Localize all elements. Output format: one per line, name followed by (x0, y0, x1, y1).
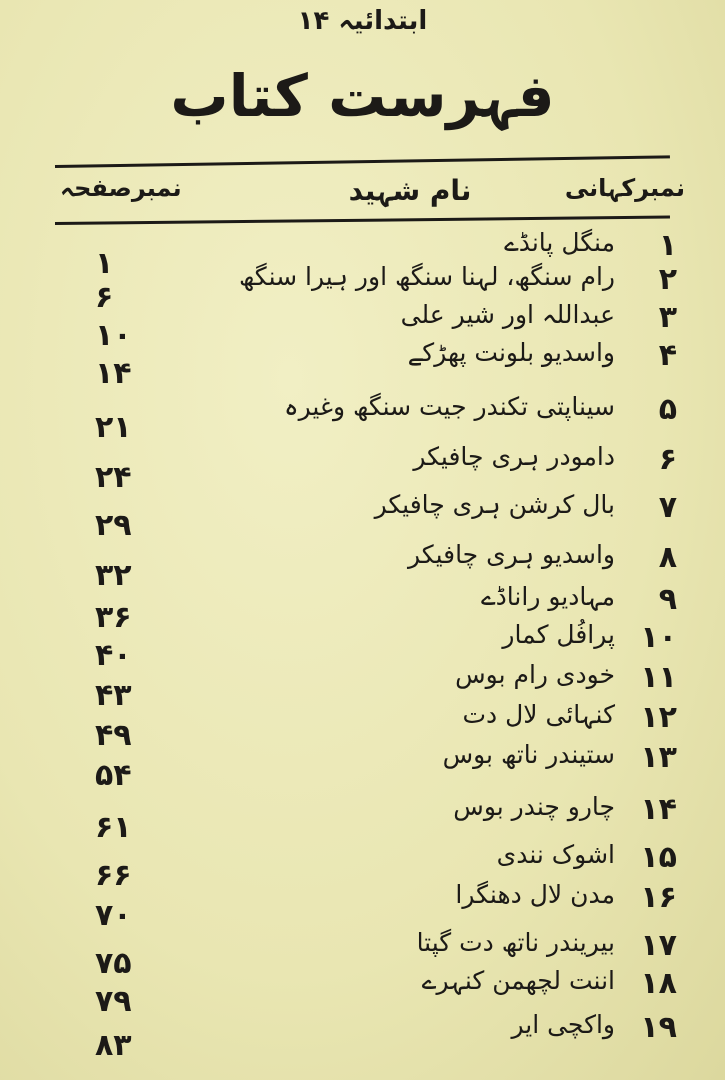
story-number: ۱۶ (640, 880, 677, 915)
page-number: ۳۲ (95, 558, 132, 593)
list-item (0, 392, 725, 445)
martyr-name: واسدیو ہری چافیکر (407, 540, 615, 569)
martyr-name: دامودر ہری چافیکر (413, 442, 615, 471)
list-item (0, 700, 725, 753)
list-item (0, 1010, 725, 1063)
page-title: فہرست کتاب (170, 62, 555, 130)
column-header-martyr-name: نام شہید (348, 174, 472, 207)
page-number: ۲۴ (95, 460, 132, 495)
story-number: ۱۱ (640, 660, 677, 695)
page-number: ۱ (95, 246, 114, 281)
page-number: ۶ (95, 280, 114, 315)
list-item (0, 540, 725, 593)
page-number: ۱۰ (95, 318, 132, 353)
list-item (0, 880, 725, 933)
story-number: ۱۵ (640, 840, 677, 875)
martyr-name: مدن لال دھنگرا (455, 880, 615, 909)
page-number: ۵۴ (95, 758, 132, 793)
story-number: ۴ (658, 338, 677, 373)
martyr-name: بیریندر ناتھ دت گپتا (416, 928, 615, 957)
story-number: ۹ (658, 582, 677, 617)
list-item (0, 966, 725, 1019)
story-number: ۵ (658, 392, 677, 427)
story-number: ۷ (658, 490, 677, 525)
story-number: ۱۹ (640, 1010, 677, 1045)
story-number: ۸ (658, 540, 677, 575)
martyr-name: واسدیو بلونت پھڑکے (407, 338, 615, 367)
page-number: ۷۹ (95, 984, 132, 1019)
story-number: ۱۴ (640, 792, 677, 827)
story-number: ۱۷ (640, 928, 677, 963)
martyr-name: چارو چندر بوس (453, 792, 615, 821)
story-number: ۶ (658, 442, 677, 477)
story-number: ۲ (658, 262, 677, 297)
martyr-name: پرافُل کمار (502, 620, 615, 649)
page-number: ۶۶ (95, 858, 132, 893)
story-number: ۱۸ (640, 966, 677, 1001)
story-number: ۱ (658, 228, 677, 263)
list-item (0, 792, 725, 845)
page-number: ۴۹ (95, 718, 132, 753)
martyr-name: عبداللہ اور شیر علی (400, 300, 615, 329)
story-number: ۱۲ (640, 700, 677, 735)
page-number: ۲۱ (95, 410, 132, 445)
martyr-name: رام سنگھ، لہنا سنگھ اور ہیرا سنگھ (239, 262, 615, 291)
list-item (0, 490, 725, 543)
page-number: ۲۹ (95, 508, 132, 543)
page-number: ۷۵ (95, 946, 132, 981)
list-item (0, 660, 725, 713)
martyr-name: واکچی ایر (511, 1010, 615, 1039)
martyr-name: سیناپتی تکندر جیت سنگھ وغیرہ (283, 392, 615, 421)
page-number: ۸۳ (95, 1028, 132, 1063)
martyr-name: منگل پانڈے (504, 228, 615, 257)
page-number-note: ابتدائیہ ۱۴ (297, 6, 428, 36)
martyr-name: ستیندر ناتھ بوس (442, 740, 615, 769)
column-header-page-number: نمبرصفحہ (60, 174, 182, 202)
list-item (0, 740, 725, 793)
story-number: ۳ (658, 300, 677, 335)
header-top-rule (55, 155, 670, 168)
martyr-name: خودی رام بوس (455, 660, 615, 689)
header-bottom-rule (55, 216, 670, 225)
list-item (0, 620, 725, 673)
martyr-name: اننت لچھمن کنہرے (421, 966, 615, 995)
martyr-name: مہادیو راناڈے (481, 582, 615, 611)
martyr-name: اشوک نندی (496, 840, 615, 869)
story-number: ۱۳ (640, 740, 677, 775)
column-header-story-number: نمبرکہانی (564, 174, 685, 202)
page-number: ۳۶ (95, 600, 132, 635)
martyr-name: بال کرشن ہری چافیکر (374, 490, 615, 519)
page-number: ۱۴ (95, 356, 132, 391)
list-item (0, 840, 725, 893)
list-item (0, 442, 725, 495)
page-number: ۴۳ (95, 678, 132, 713)
martyr-name: کنہائی لال دت (462, 700, 615, 729)
page-number: ۷۰ (95, 898, 132, 933)
page-number: ۶۱ (95, 810, 132, 845)
story-number: ۱۰ (640, 620, 677, 655)
page-number: ۴۰ (95, 638, 132, 673)
list-item (0, 338, 725, 391)
